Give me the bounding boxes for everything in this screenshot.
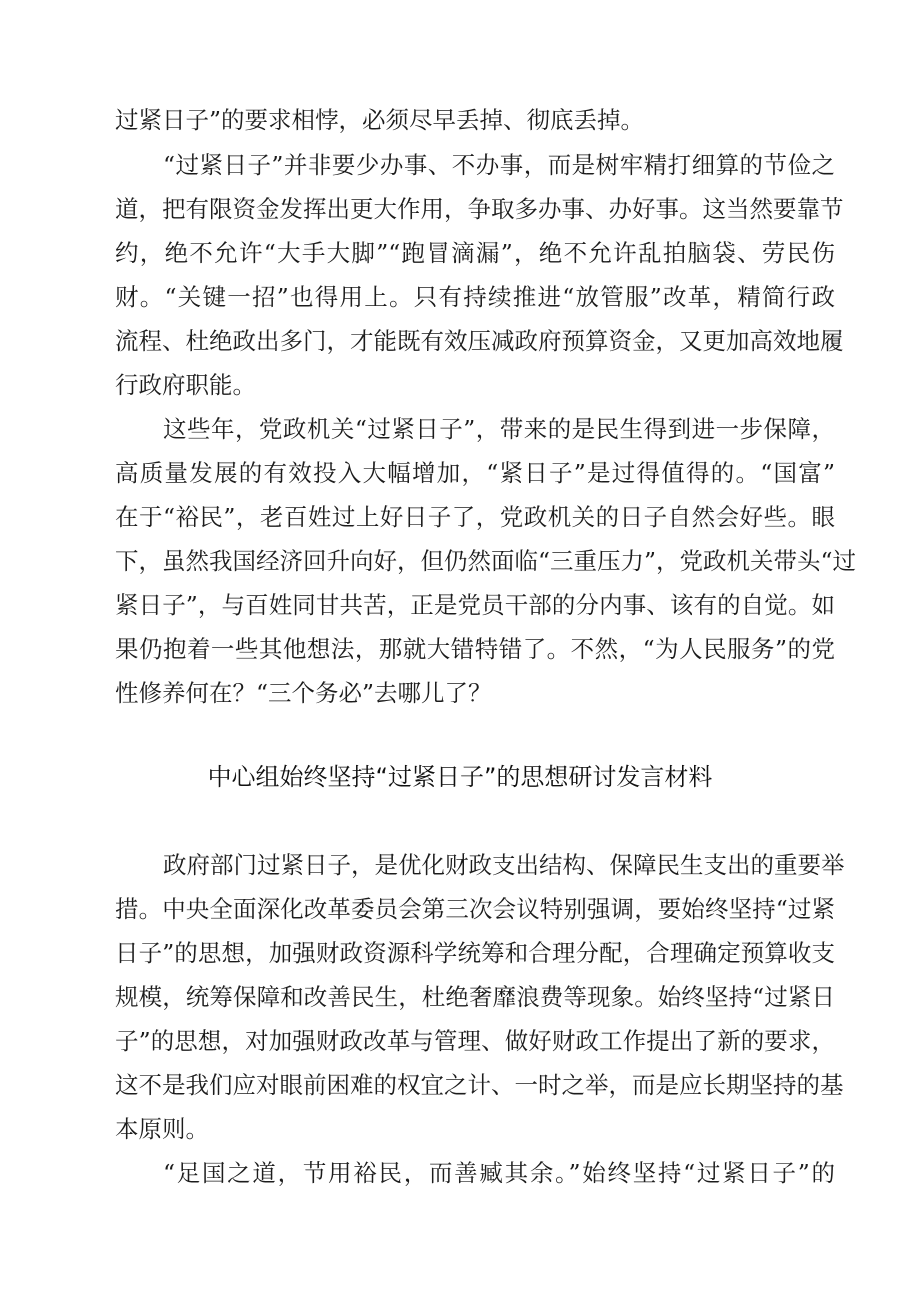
- text-line: 政府部门过紧日子，是优化财政支出结构、保障民生支出的重要举: [163, 851, 845, 879]
- text-line: 行政府职能。: [115, 371, 256, 399]
- text-line: 约，绝不允许“大手大脚”“跑冒滴漏”，绝不允许乱拍脑袋、劳民伤: [115, 239, 835, 267]
- text-line: 规模，统筹保障和改善民生，杜绝奢靡浪费等现象。始终坚持“过紧日: [115, 983, 835, 1011]
- text-line: 高质量发展的有效投入大幅增加，“紧日子”是过得值得的。“国富”: [115, 459, 835, 487]
- section-heading: 中心组始终坚持“过紧日子”的思想研讨发言材料: [207, 763, 713, 791]
- text-line: 流程、杜绝政出多门，才能既有效压减政府预算资金，又更加高效地履: [115, 327, 844, 355]
- text-line: 道，把有限资金发挥出更大作用，争取多办事、办好事。这当然要靠节: [115, 195, 844, 223]
- text-line: “过紧日子”并非要少办事、不办事，而是树牢精打细算的节俭之: [163, 151, 835, 179]
- text-line: 性修养何在？“三个务必”去哪儿了？: [115, 679, 492, 707]
- text-line: 紧日子”，与百姓同甘共苦，正是党员干部的分内事、该有的自觉。如: [115, 591, 835, 619]
- text-line: 这不是我们应对眼前困难的权宜之计、一时之举，而是应长期坚持的基: [115, 1071, 844, 1099]
- text-line: 日子”的思想，加强财政资源科学统筹和合理分配，合理确定预算收支: [115, 939, 835, 967]
- text-line: 子”的思想，对加强财政改革与管理、做好财政工作提出了新的要求，: [115, 1027, 835, 1055]
- text-line: 下，虽然我国经济回升向好，但仍然面临“三重压力”，党政机关带头“过: [115, 547, 857, 575]
- text-line: 在于“裕民”，老百姓过上好日子了，党政机关的日子自然会好些。眼: [115, 503, 835, 531]
- text-line: 财。“关键一招”也得用上。只有持续推进“放管服”改革，精简行政: [115, 283, 835, 311]
- text-line: 过紧日子”的要求相悖，必须尽早丢掉、彻底丢掉。: [115, 106, 645, 134]
- text-line: 这些年，党政机关“过紧日子”，带来的是民生得到进一步保障，: [163, 415, 835, 443]
- text-line: 措。中央全面深化改革委员会第三次会议特别强调，要始终坚持“过紧: [115, 895, 835, 923]
- text-line: 果仍抱着一些其他想法，那就大错特错了。不然，“为人民服务”的党: [115, 635, 835, 663]
- text-line: 本原则。: [115, 1115, 209, 1143]
- text-line: “足国之道，节用裕民，而善臧其余。”始终坚持“过紧日子”的: [163, 1159, 835, 1187]
